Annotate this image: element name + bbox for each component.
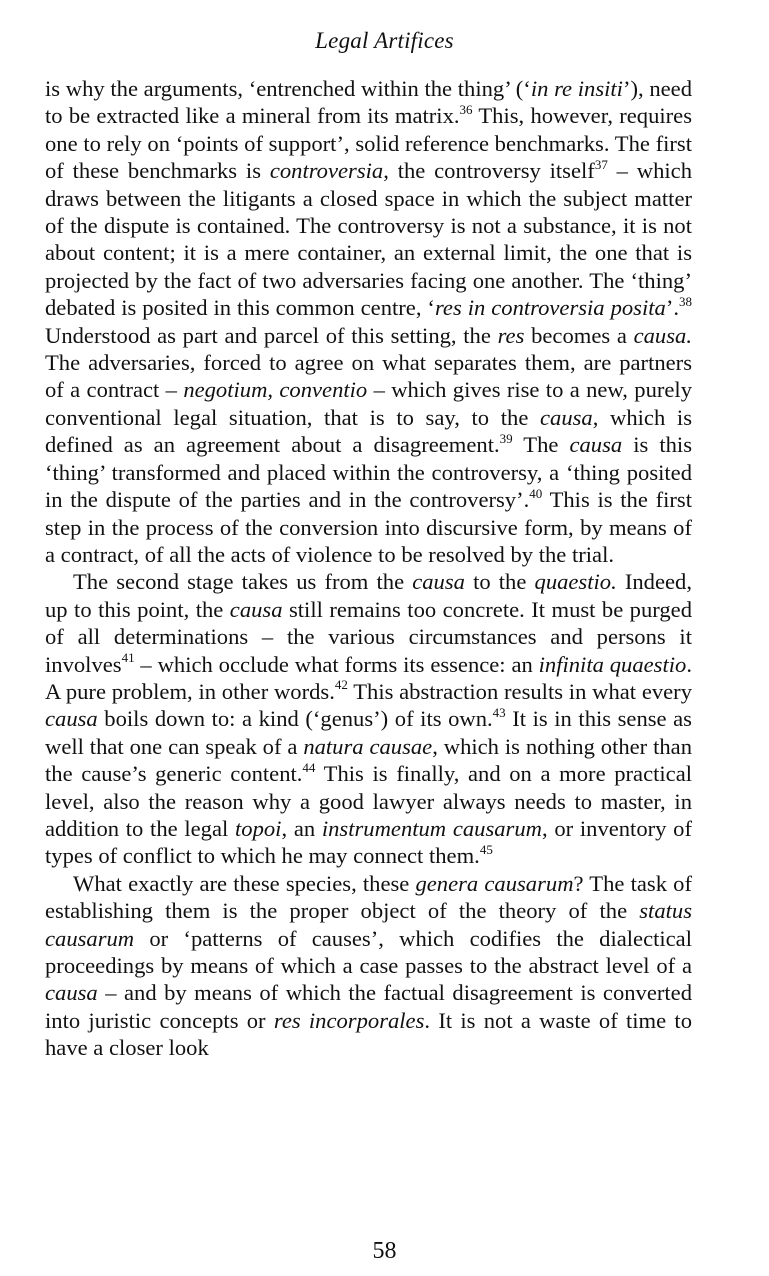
- footnote-marker[interactable]: 42: [334, 677, 348, 693]
- footnote-marker[interactable]: 36: [459, 101, 473, 117]
- paragraph: [45, 870, 692, 1062]
- text-run: The: [512, 432, 570, 458]
- text-run: Indeed, up to this point, the: [45, 569, 692, 622]
- italic-term: causa: [45, 980, 98, 1006]
- text-run: is why the arguments, ‘entrenched within the thing’ (‘: [45, 76, 531, 101]
- italic-term: instrumentum causarum: [321, 815, 542, 841]
- footnote-marker[interactable]: 43: [492, 704, 506, 720]
- italic-term: res in controversia posita: [434, 295, 666, 321]
- text-run: , the controversy itself: [383, 158, 595, 184]
- italic-term: status causarum: [45, 898, 692, 951]
- text-run: – which draws between the litigants a closed space in which the subject matter of the dispute is contained. The controversy is not a substance, it is not about content; it is a mere container, an external limit, the one that is projected by the fact of two adversaries facing one another. The ‘thing’ debated is posited in this common centre, ‘: [45, 158, 693, 321]
- italic-term: causa: [412, 569, 465, 595]
- text-run: Understood as part and parcel of this setting, the: [45, 322, 498, 348]
- footnote-marker[interactable]: 44: [302, 759, 316, 775]
- body-text: [45, 75, 692, 1062]
- text-run: This is finally, and on a more practical level, also the reason why a good lawyer always needs to master, in addition to the legal: [45, 761, 693, 841]
- italic-term: causa: [569, 432, 623, 458]
- paragraph: [45, 568, 692, 869]
- italic-term: natura causae: [303, 733, 433, 759]
- footnote-marker[interactable]: 40: [529, 485, 543, 501]
- footnote-marker[interactable]: 41: [121, 650, 135, 665]
- text-run: , an: [281, 815, 322, 841]
- text-run: to the: [464, 569, 535, 595]
- text-run: – which occlude what forms its essence: an: [134, 651, 539, 677]
- italic-term: negotium, conventio: [183, 377, 368, 403]
- footnote-marker[interactable]: 37: [594, 156, 608, 172]
- italic-term: in re insiti: [530, 76, 623, 101]
- text-run: , which is nothing other than the cause’s generic content.: [45, 733, 692, 787]
- text-run: still remains too concrete. It must be purged of all determinations – the various circumstances and persons it involves: [45, 596, 693, 677]
- italic-term: res incorporales: [273, 1007, 425, 1033]
- text-run: ’.: [665, 295, 679, 321]
- italic-term: res: [497, 322, 525, 348]
- text-run: is this ‘thing’ transformed and placed within the controversy, a ‘thing posited in the dispute of the parties and in the controversy’.: [45, 432, 692, 513]
- text-run: – which gives rise to a new, purely conventional legal situation, that is to say, to the: [45, 377, 692, 430]
- italic-term: causa.: [633, 322, 692, 348]
- italic-term: causa: [45, 706, 98, 732]
- text-run: ? The task of establishing them is the proper object of the theory of the: [45, 870, 692, 924]
- footnote-marker[interactable]: 45: [479, 841, 493, 857]
- text-run: This abstraction results in what every: [347, 678, 692, 704]
- text-run: , which is defined as an agreement about a disagreement.: [45, 404, 692, 458]
- text-run: – and by means of which the factual disagreement is converted into juristic concepts or: [45, 980, 692, 1033]
- italic-term: genera causarum: [415, 870, 574, 896]
- text-run: What exactly are these species, these: [73, 870, 416, 896]
- text-run: This is the first step in the process of the conversion into discursive form, by means of a contract, of all the acts of violence to be resolved by the trial.: [45, 487, 692, 567]
- text-run: It is in this sense as well that one can speak of a: [45, 706, 692, 759]
- text-run: This, however, requires one to rely on ‘points of support’, solid reference benchmarks. The first of these benchmarks is: [45, 103, 692, 184]
- italic-term: quaestio.: [534, 569, 617, 595]
- page-number: 58: [372, 1238, 397, 1264]
- text-run: , or inventory of types of conflict to which he may connect them.: [45, 815, 692, 869]
- italic-term: causa: [229, 596, 283, 622]
- running-head: Legal Artifices: [315, 28, 454, 53]
- text-run: . It is not a waste of time to have a closer look: [45, 1007, 692, 1061]
- italic-term: causa: [540, 404, 593, 430]
- italic-term: infinita quaestio: [538, 651, 687, 677]
- text-run: becomes a: [524, 322, 634, 348]
- footnote-marker[interactable]: 38: [679, 293, 692, 309]
- text-run: ’), need to be extracted like a mineral from its matrix.: [45, 76, 693, 129]
- text-run: The adversaries, forced to agree on what separates them, are partners of a contract –: [45, 350, 692, 403]
- text-run: . A pure problem, in other words.: [45, 651, 692, 704]
- italic-term: topoi: [235, 815, 282, 841]
- text-run: boils down to: a kind (‘genus’) of its own.: [97, 706, 493, 732]
- paragraph: [45, 75, 692, 568]
- footnote-marker[interactable]: 39: [499, 430, 513, 446]
- text-run: or ‘patterns of causes’, which codifies the dialectical proceedings by means of which a case passes to the abstract level of a: [45, 925, 692, 978]
- italic-term: controversia: [269, 158, 384, 184]
- text-run: The second stage takes us from the: [73, 569, 413, 595]
